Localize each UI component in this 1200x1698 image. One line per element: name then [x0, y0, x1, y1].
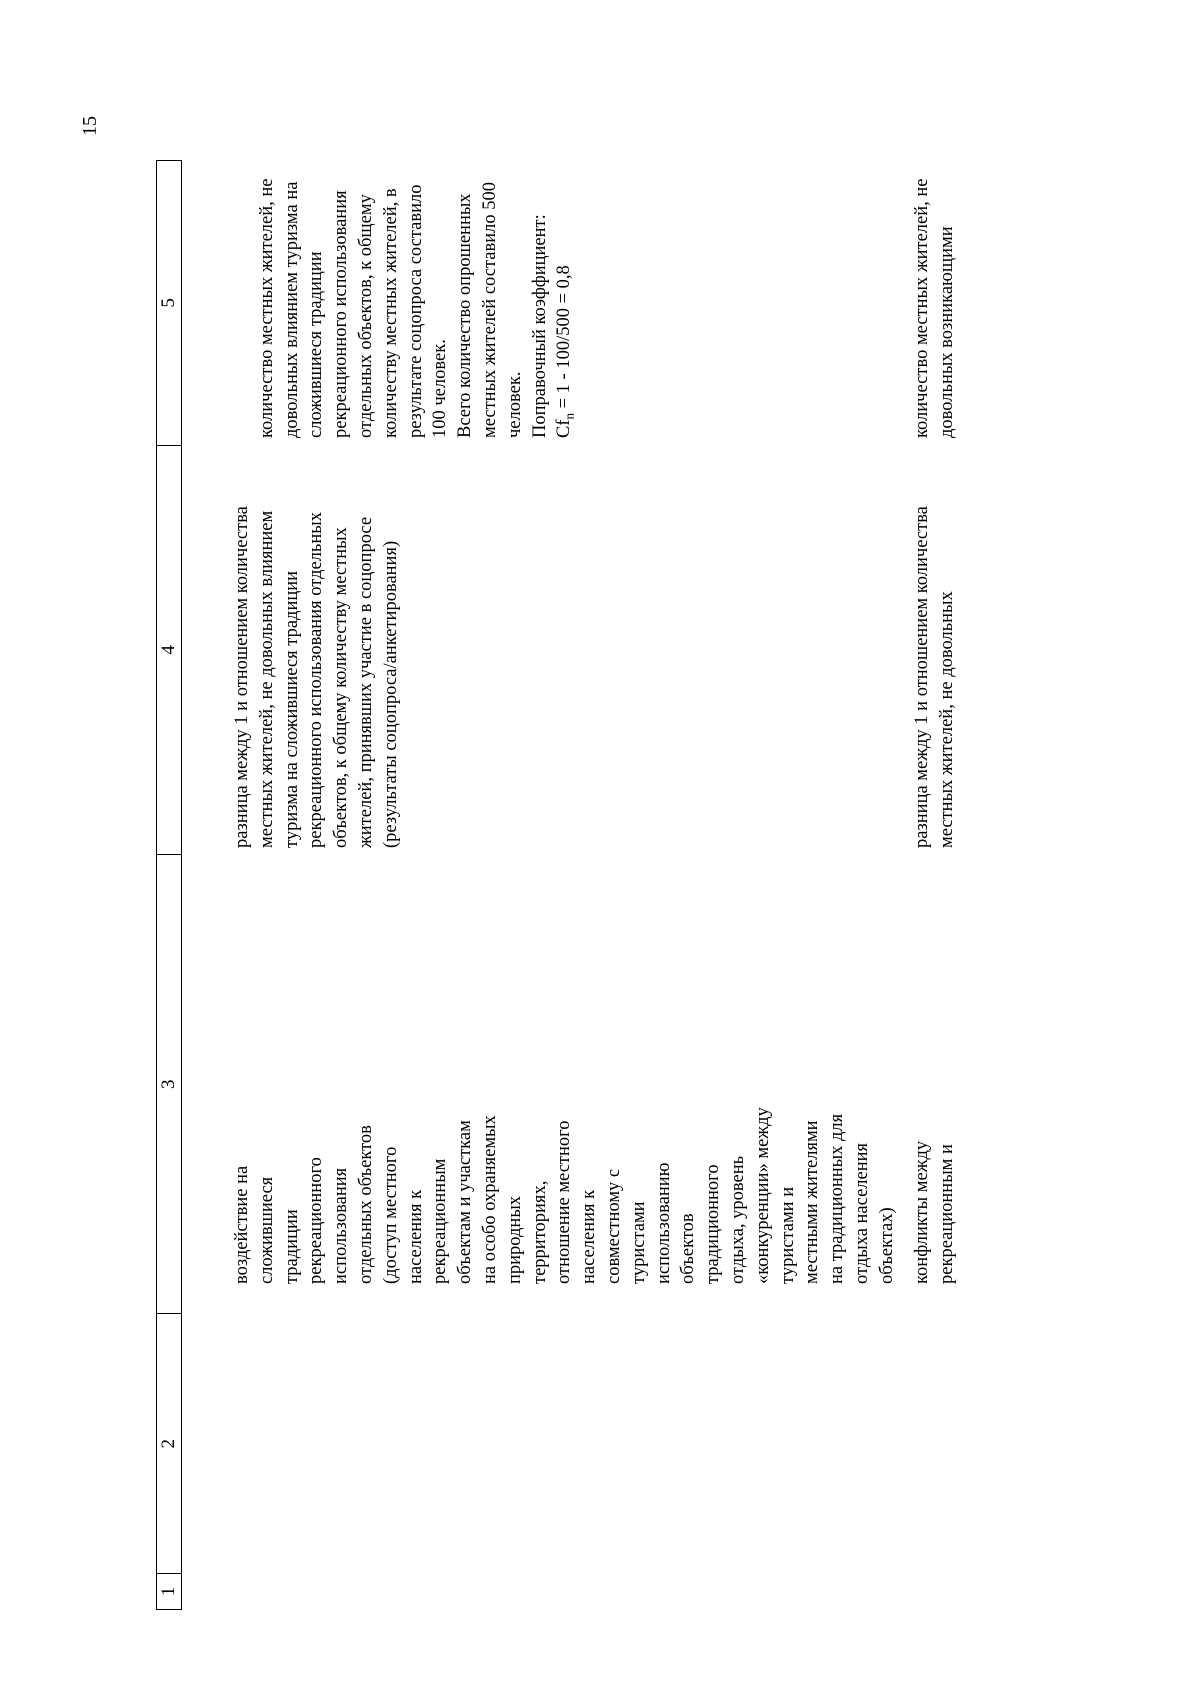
correction-formula — [552, 164, 582, 438]
header-cell-2: 2 — [157, 1313, 181, 1573]
row1-method: разница между 1 и отношением количества местных жителей, не довольных влиянием туризма на сложившиеся традиции рекреационного использования отдельных объектов, к общему количеству местных жителей, принявших участие в соцопросе (результаты соцопроса/анкетирования) — [232, 506, 401, 848]
rotated-table — [120, 160, 1020, 1610]
table-row — [910, 160, 960, 1610]
row1-col1 — [230, 1574, 900, 1610]
header-cell-4: 4 — [157, 445, 181, 854]
header-cell-3: 3 — [157, 854, 181, 1313]
page-number: 15 — [79, 116, 101, 136]
row1-indicator: воздействие на сложившиеся традиции рекреационного использования отдельных объектов (доступ местного населения к рекреационным объектам и участкам на особо охраняемых природных территориях, отношение местного населения к совместному с туристами использованию объектов традиционного отдыха, уровень «конкуренции» между туристами и местными жителями на традиционных для отдыха населения объектах) — [232, 1107, 897, 1284]
row2-col2 — [910, 1314, 960, 1574]
formula-subscript: n — [562, 413, 578, 420]
row2-col1 — [910, 1574, 960, 1610]
row1-example-text: количество местных жителей, не довольных влиянием туризма на сложившиеся традиции рекреационного использования отдельных объектов, к общему количеству местных жителей, в результате соцопроса составило 100 человек. Всего количество опрошенных местных жителей составило 500 человек. Поправочный коэффициент: — [256, 178, 550, 438]
row2-indicator: конфликты между рекреационным и — [912, 1140, 957, 1284]
row2-method: разница между 1 и отношением количества местных жителей, не довольных — [912, 506, 957, 848]
row1-example — [230, 160, 900, 444]
row1-col2 — [230, 1314, 900, 1574]
header-cell-1: 1 — [157, 1573, 181, 1609]
table-row — [230, 160, 900, 1610]
formula-prefix: Cf — [554, 419, 575, 438]
header-cell-5: 5 — [158, 298, 179, 308]
row2-example: количество местных жителей, не довольных возникающими — [912, 178, 957, 438]
table-header-row — [156, 160, 182, 1610]
formula-rest: = 1 - 100/500 = 0,8 — [554, 265, 575, 413]
